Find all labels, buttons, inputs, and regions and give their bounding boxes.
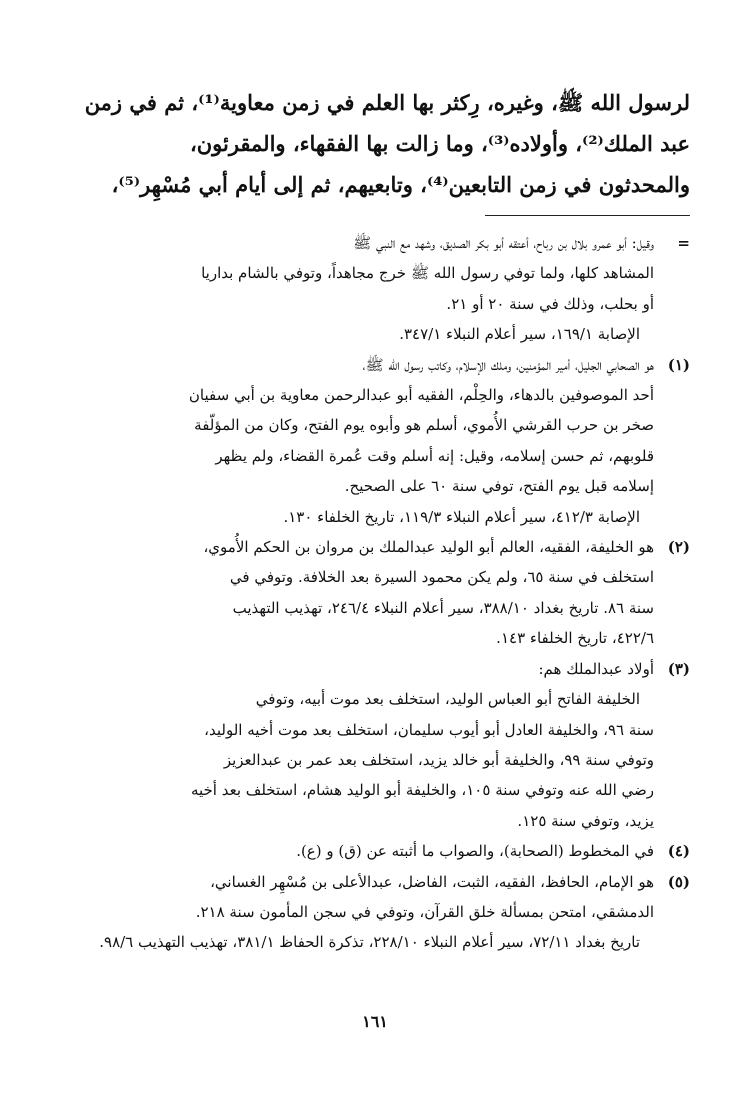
- footnote-line: في المخطوط (الصحابة)، والصواب ما أثبته عن (ق) و (ع).: [296, 842, 654, 861]
- footnote-2: [60, 532, 690, 654]
- footnote-line: رضي الله عنه وتوفي سنة ١٠٥، والخليفة أبو الوليد هشام، استخلف بعد أخيه: [190, 781, 654, 800]
- footnote-line: أولاد عبدالملك هم:: [538, 659, 654, 678]
- footnote-line: وتوفي سنة ٩٩، والخليفة أبو خالد يزيد، استخلف بعد عمر بن عبدالعزيز: [223, 750, 654, 769]
- footnote-line: المشاهد كلها، ولما توفي رسول الله ﷺ خرج مجاهداً، وتوفي بالشام بداريا: [201, 264, 654, 283]
- footnote-continuation: [60, 228, 690, 350]
- footnote-3: [60, 654, 690, 684]
- footnote-mark: (٥): [667, 872, 690, 891]
- footnote-line: إسلامه قبل يوم الفتح، توفي سنة ٦٠ على الصحيح.: [344, 477, 654, 496]
- footnote-line: الدمشقي، امتحن بمسألة خلق القرآن، وتوفي في سجن المأمون سنة ٢١٨.: [195, 902, 654, 921]
- footnote-line: صخر بن حرب القرشي الأُموي، أسلم هو وأبوه يوم الفتح، وكان من المؤلّفة: [194, 416, 654, 435]
- main-text-line: عبد الملك⁽²⁾، وأولاده⁽³⁾، وما زالت بها الفقهاء، والمقرئون،: [189, 131, 690, 156]
- footnote-line: يزيد، وتوفي سنة ١٢٥.: [517, 811, 654, 830]
- footnote-line: هو الخليفة، الفقيه، العالم أبو الوليد عبدالملك بن مروان بن الحكم الأُموي،: [203, 538, 654, 557]
- page-number: ١٦١: [362, 1012, 388, 1031]
- footnote-mark: (٤): [667, 842, 690, 861]
- footnote-5: [60, 867, 690, 958]
- footnote-mark: (١): [667, 355, 690, 374]
- footnote-line: ٤٢٢/٦، تاريخ الخلفاء ١٤٣.: [496, 629, 654, 648]
- footnote-4: [60, 836, 690, 866]
- footnote-mark: (٢): [667, 538, 690, 557]
- main-text: [60, 82, 690, 205]
- footnote-line: الخليفة الفاتح أبو العباس الوليد، استخلف بعد موت أبيه، وتوفي: [255, 690, 640, 709]
- footnote-separator: [485, 215, 690, 216]
- footnote-mark: [654, 684, 690, 836]
- footnote-source: الإصابة ١٦٩/١، سير أعلام النبلاء ٣٤٧/١.: [399, 325, 640, 344]
- footnote-1: [60, 350, 690, 532]
- footnote-line: أو بحلب، وذلك في سنة ٢٠ أو ٢١.: [446, 294, 654, 313]
- footnote-line: هو الصحابي الجليل، أمير المؤمنين، وملك الإسلام، وكاتب رسول الله ﷺ،: [362, 355, 654, 374]
- footnote-line: سنة ٨٦. تاريخ بغداد ٣٨٨/١٠، سير أعلام النبلاء ٢٤٦/٤، تهذيب التهذيب: [232, 598, 654, 617]
- footnote-source: تاريخ بغداد ٧٢/١١، سير أعلام النبلاء ٢٢٨/١٠، تذكرة الحفاظ ٣٨١/١، تهذيب التهذيب ٩٨/٦.: [99, 933, 640, 952]
- footnote-line: سنة ٩٦، والخليفة العادل أبو أيوب سليمان، استخلف بعد موت أخيه الوليد،: [204, 720, 654, 739]
- footnote-line: استخلف في سنة ٦٥، ولم يكن محمود السيرة بعد الخلافة. وتوفي في: [229, 568, 654, 587]
- main-text-line: لرسول الله ﷺ، وغيره، رِكثر بها العلم في زمن معاوية⁽¹⁾، ثم في زمن: [84, 90, 690, 115]
- footnote-line: وقيل: أبو عمرو بلال بن رباح، أعتقه أبو بكر الصديق، وشهد مع النبي ﷺ: [353, 234, 654, 252]
- footnote-mark: =: [677, 234, 690, 252]
- footnote-source: الإصابة ٤١٢/٣، سير أعلام النبلاء ١١٩/٣، تاريخ الخلفاء ١٣٠.: [283, 507, 640, 526]
- main-text-line: والمحدثون في زمن التابعين⁽⁴⁾، وتابعيهم، ثم إلى أيام أبي مُسْهِر⁽⁵⁾،: [111, 172, 690, 197]
- footnote-mark: (٣): [667, 659, 690, 678]
- footnote-3-body: [60, 684, 690, 836]
- footnote-line: أحد الموصوفين بالدهاء، والحِلْم، الفقيه أبو عبدالرحمن معاوية بن أبي سفيان: [188, 386, 654, 405]
- footnote-line: قلوبهم، ثم حسن إسلامه، وقيل: إنه أسلم وقت عُمرة القضاء، ولم يظهر: [215, 446, 654, 465]
- footnote-line: هو الإمام، الحافظ، الفقيه، الثبت، الفاضل، عبدالأعلى بن مُسْهِر الغساني،: [210, 872, 654, 891]
- footnotes: [60, 228, 690, 958]
